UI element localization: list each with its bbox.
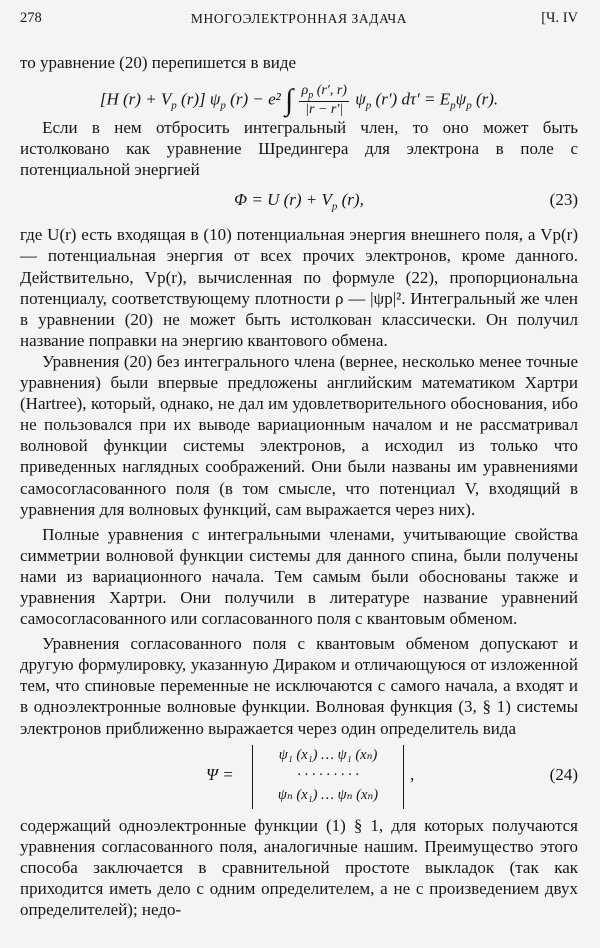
paragraph-schrodinger: Если в нем отбросить интегральный член, то оно может быть истолковано как уравнение Шредингера для электрона в поле с потенциальной энергией [20,118,578,180]
eq20-tail: (r′) dτ′ = E [375,89,451,109]
eq20-fraction: $\frac{\rho_p (r', r)}{|r - r'|}$ [301,83,347,117]
chapter-label: [Ч. IV [541,10,578,26]
running-title: МНОГОЭЛЕКТРОННАЯ ЗАДАЧА [190,11,408,26]
paragraph-intro: то уравнение (20) перепишется в виде [20,53,297,72]
page-number: 278 [20,10,42,26]
eq23-rhs: (r), [341,190,364,210]
paragraph-hartree: Уравнения (20) без интегрального члена (вернее, несколько менее точные уравнения) были впервые предложены английским математиком Хартри (Hartree), который, однако, не дал им удовлетворительного обоснования, ибо не пользовался при их выводе вариационным началом и не рассматривал волновой функции системы электронов, а исходил из только что приведенных наглядных соображений. Они были названы им уравнениями самосогласованного поля (в том смысле, что потенциал V, входящий в уравнения для волновых функций, сам выражается через них). [20,351,578,519]
eq24-comma: , [410,764,415,784]
page-body [20,52,578,920]
determinant [252,745,404,809]
paragraph-determinant: содержащий одноэлектронные функции (1) § 1, для которых получаются уравнения согласованного поля, аналогичные нашим. Преимущество этого способа заключается в сравнительной простоте выкладок (так как приходится иметь дело с одним определителем, а не с произведением двух определителей); недо- [20,815,578,919]
page-header [20,10,578,32]
equation-23: Φ = U $(r) + V_p$ (r), (23) [234,190,578,213]
det-row-2: · · · · · · · · · [297,766,359,783]
equation-20: [H $(r) + V_p$ (r)] $\psi_p$ (r) − e² ∫ $\frac{\rho_p (r', r)}{|r - r'|}$ $\psi_p$ (r′) $d\tau' = E_p\psi_p$ (r). [99,83,499,117]
paragraph-dirac: Уравнения согласованного поля с квантовым обменом допускают и другую формулировку, указанную Дираком и отличающуюся от изложенной тем, что спиновые переменные не исключаются с самого начала, а входят и в одноэлектронные волновые функции. Волновая функция (3, § 1) системы электронов приближенно выражается через один определитель вида [20,634,578,738]
equation-24 [20,739,578,815]
eq20-frac-den: |r − r′| [305,101,344,117]
eq24-number: (24) [549,764,578,784]
eq23-lhs: Φ = U (r) + V [234,190,332,210]
eq24-lhs: Ψ = [206,764,234,784]
eq20-frac-num: ρ [301,83,309,99]
paragraph-potential: где U(r) есть входящая в (10) потенциальная энергия внешнего поля, а Vp(r) — потенциальная энергия от всех прочих электронов, кроме данного. Действительно, Vp(r), вычисленная по формуле (22), пропорциональна потенциалу, соответствующему плотности ρ — |ψp|². Интегральный же член в уравнении (20) не может быть истолкован классически. Он получил название поправки на энергию квантового обмена. [20,225,578,350]
eq20-left: [H (r) + V [99,89,172,109]
eq23-number: (23) [549,190,578,210]
paragraph-full-equations: Полные уравнения с интегральными членами, учитывающие свойства симметрии волновой функции системы для данного спина, были получены нами из вариационного начала. Тем самым были обоснованы также и уравнения Хартри. Они получили в литературе название уравнений самосогласованного или согласованного поля с квантовым обменом. [20,524,578,629]
det-row-1: ψ₁ (x₁) … ψ₁ (xₙ) [278,746,378,763]
eq20-right: ψ [355,89,366,109]
det-row-3: ψₙ (x₁) … ψₙ (xₙ) [277,786,379,803]
